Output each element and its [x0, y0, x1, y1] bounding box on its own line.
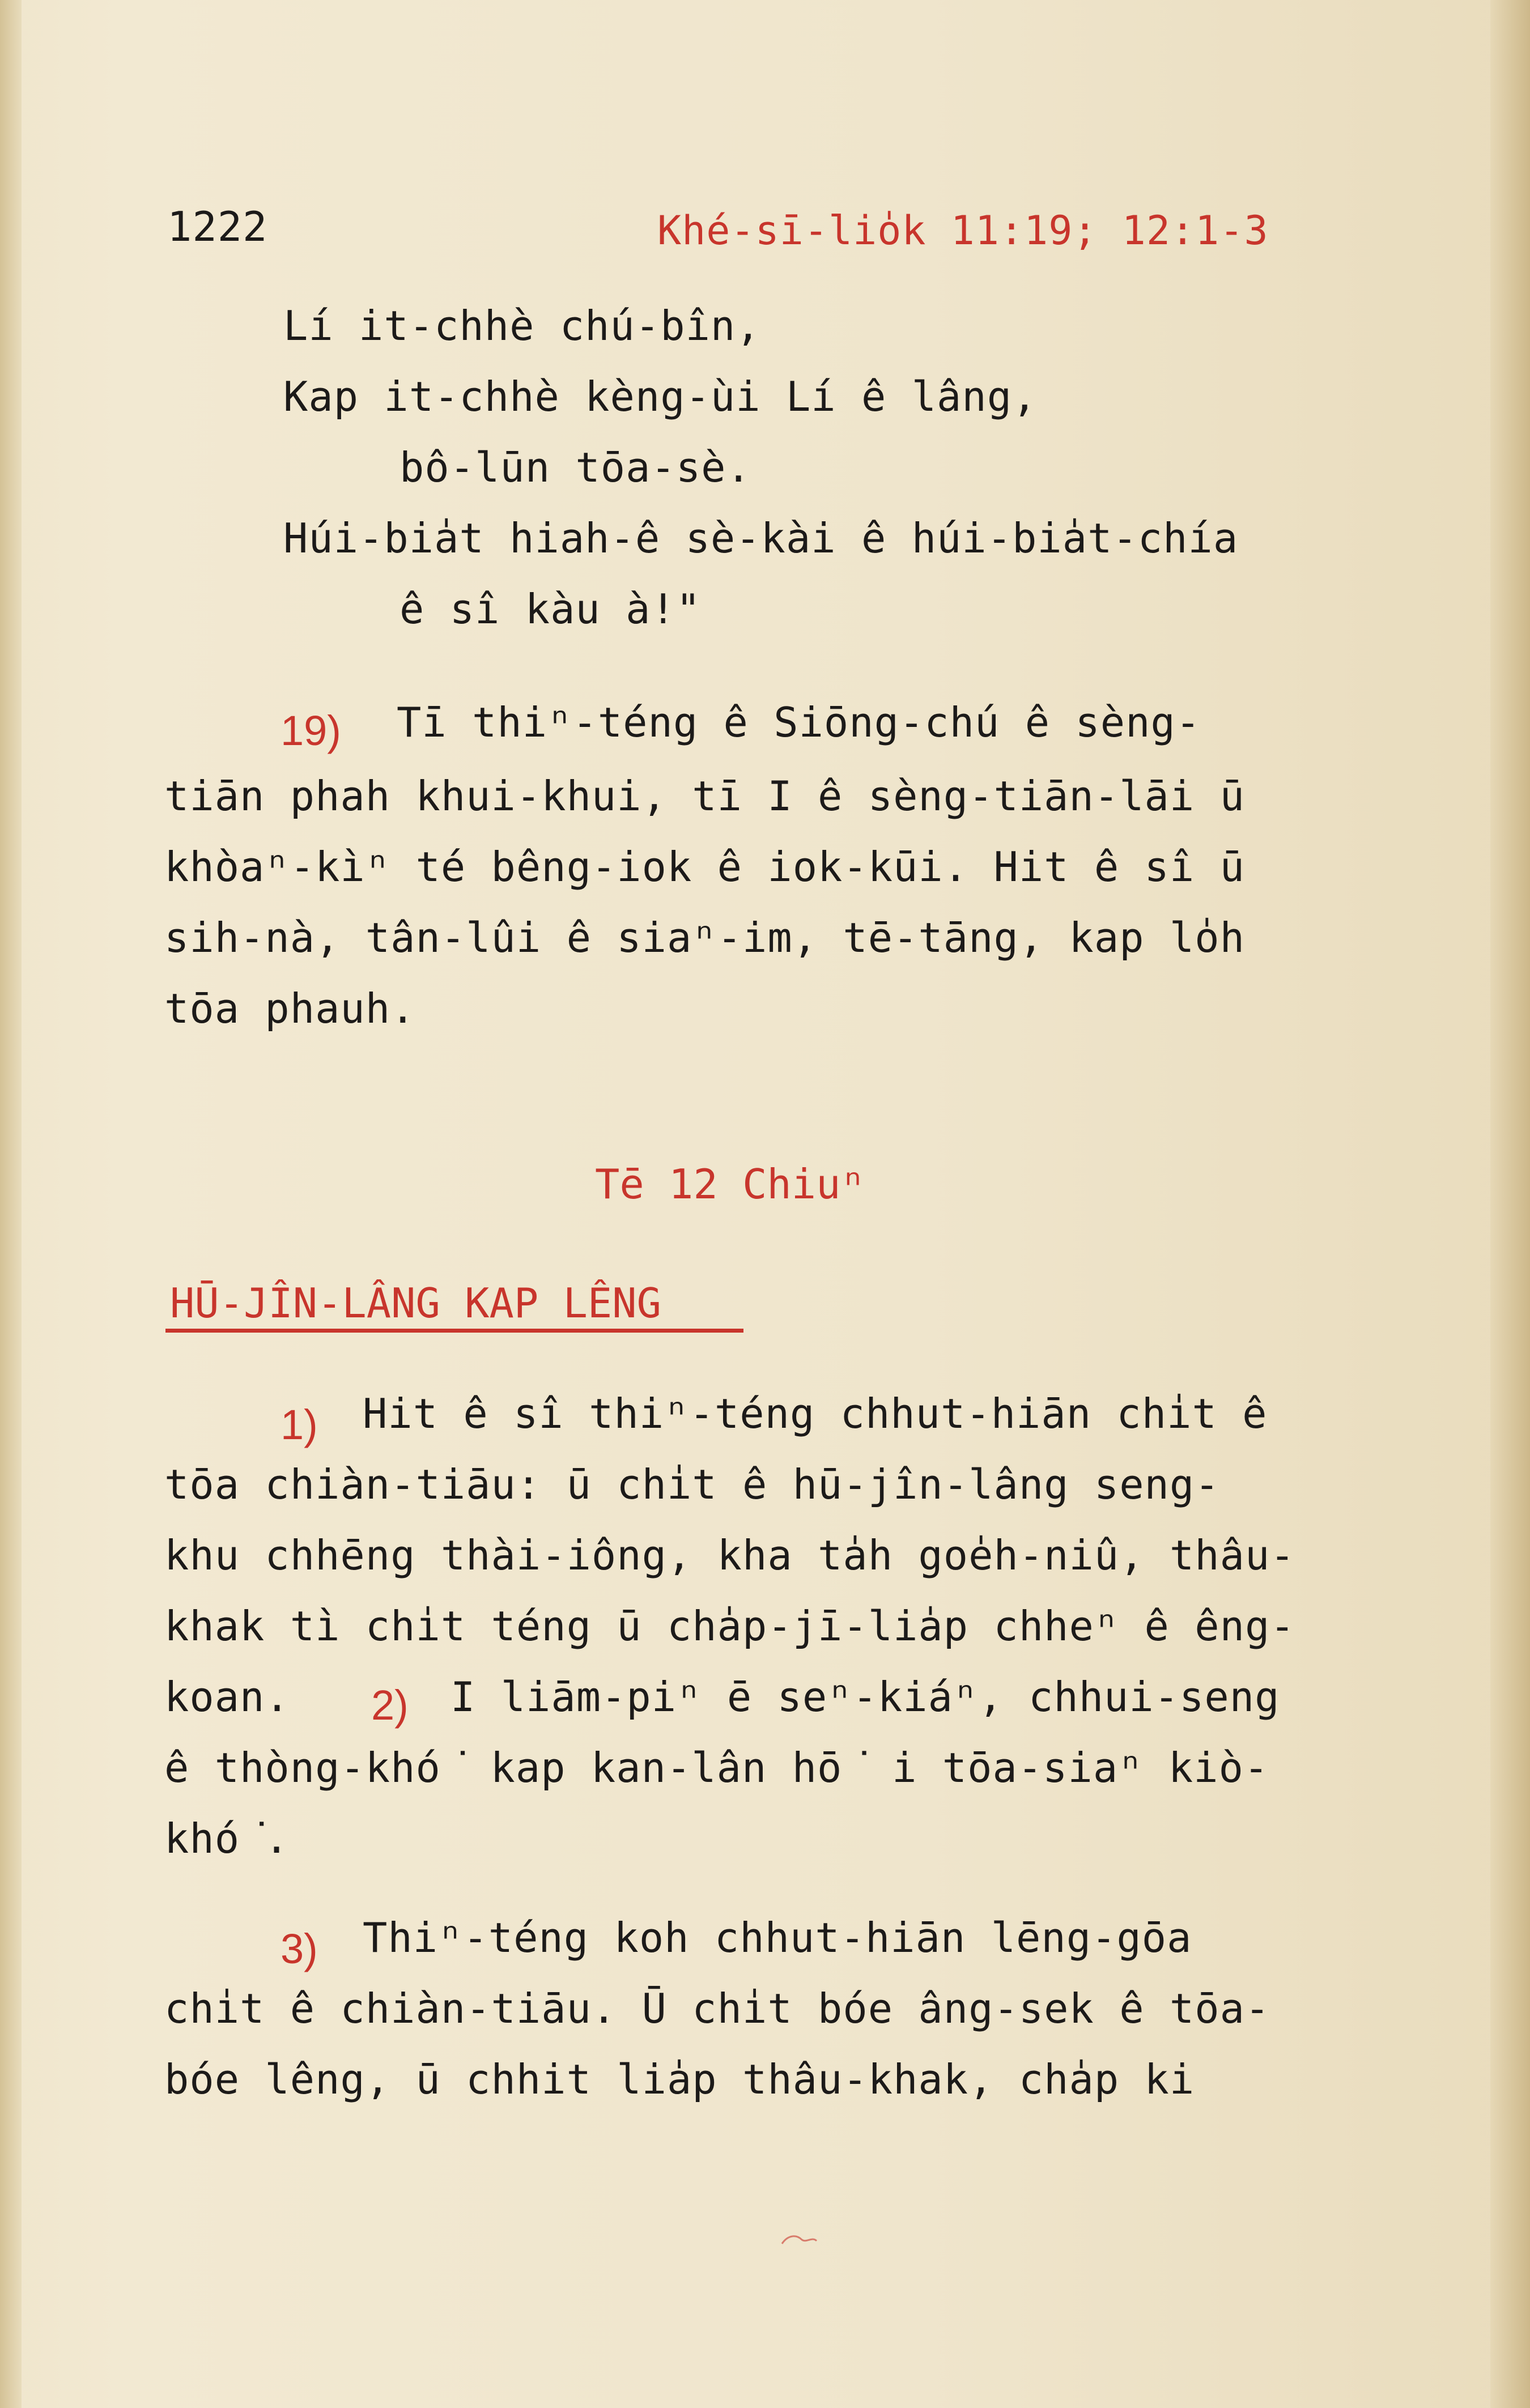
verse-2-line: ê thòng-khó͘ kap kan-lân hō͘ i tōa-siaⁿ kiò-: [164, 1744, 1269, 1792]
poem-line: Húi-bia̍t hiah-ê sè-kài ê húi-bia̍t-chía: [283, 514, 1239, 562]
verse-1-line: Hit ê sî thiⁿ-téng chhut-hiān chi̍t ê: [363, 1390, 1268, 1437]
verse-19-line: tiān phah khui-khui, tī I ê sèng-tiān-lāi ū: [164, 772, 1245, 820]
verse-number-1: 1): [280, 1401, 318, 1448]
verse-number-2: 2): [371, 1682, 409, 1729]
verse-1-line: khu chhēng thài-iông, kha ta̍h goe̍h-niû, thâu-: [164, 1531, 1295, 1579]
verse-3-line: chi̍t ê chiàn-tiāu. Ū chi̍t bóe âng-sek ê tōa-: [164, 1985, 1270, 2032]
verse-number-19: 19): [280, 707, 341, 754]
verse-3-line: bóe lêng, ū chhit lia̍p thâu-khak, cha̍p ki: [164, 2056, 1195, 2103]
poem-line: bô-lūn tōa-sè.: [400, 444, 751, 491]
poem-line: Lí it-chhè chú-bîn,: [283, 302, 761, 350]
verse-3-line: Thiⁿ-téng koh chhut-hiān lēng-gōa: [363, 1914, 1192, 1962]
poem-line: ê sî kàu à!": [400, 585, 702, 633]
verse-2-line: khó͘.: [164, 1815, 290, 1862]
verse-1-line: koan.: [164, 1673, 290, 1721]
verse-1-line: tōa chiàn-tiāu: ū chi̍t ê hū-jîn-lâng seng-: [164, 1461, 1220, 1508]
verse-1-line: khak tì chi̍t téng ū cha̍p-jī-lia̍p chheⁿ ê êng-: [164, 1602, 1295, 1650]
heading-underline: [165, 1329, 743, 1333]
verse-2-line: I liām-piⁿ ē seⁿ-kiáⁿ, chhui-seng: [450, 1673, 1280, 1721]
chapter-title: Tē 12 Chiuⁿ: [595, 1160, 865, 1208]
page-edge-right: [1490, 0, 1530, 2408]
section-heading: HŪ-JÎN-LÂNG KAP LÊNG: [170, 1279, 661, 1327]
poem-line: Kap it-chhè kèng-ùi Lí ê lâng,: [283, 373, 1038, 420]
verse-19-line: khòaⁿ-kìⁿ té bêng-iok ê iok-kūi. Hit ê sî ū: [164, 843, 1245, 891]
page-number: 1222: [167, 203, 268, 250]
ink-smudge: [779, 2230, 819, 2249]
verse-number-3: 3): [280, 1925, 318, 1972]
verse-19-line: Tī thiⁿ-téng ê Siōng-chú ê sèng-: [397, 699, 1201, 746]
verse-19-line: tōa phauh.: [164, 985, 416, 1032]
verse-19-line: sih-nà, tân-lûi ê siaⁿ-im, tē-tāng, kap lo̍h: [164, 914, 1245, 962]
running-header-reference: Khé-sī-lio̍k 11:19; 12:1-3: [657, 207, 1269, 254]
page-edge-left: [0, 0, 22, 2408]
